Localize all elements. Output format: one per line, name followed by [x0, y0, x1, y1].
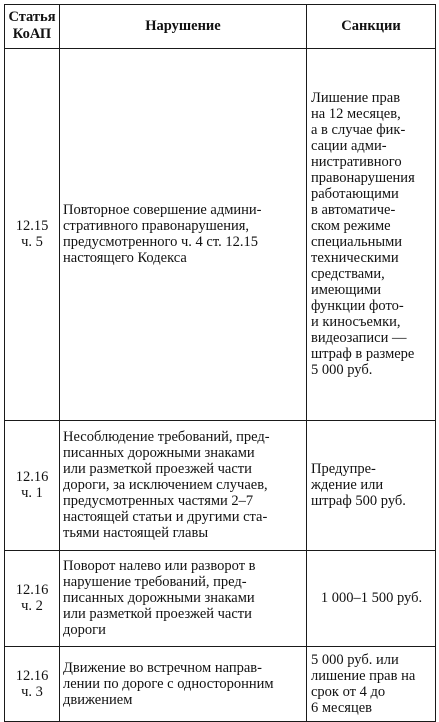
header-violation: Нарушение [60, 5, 307, 49]
violation-cell: Поворот налево или разворот в нарушение требований, пред- писанных дорожными знаками или разметкой проезжей части дороги [60, 551, 307, 647]
table-header-row [5, 5, 436, 49]
violation-cell: Несоблюдение требований, пред- писанных дорожными знаками или разметкой проезжей части дороги, за исключением случаев, предусмотренных частями 2–7 настоящей статьи и другими ста- тьями настоящей главы [60, 421, 307, 551]
article-cell: 12.15 ч. 5 [5, 49, 60, 421]
table-row [5, 49, 436, 421]
sanctions-cell: 1 000–1 500 руб. [307, 551, 436, 647]
sanctions-cell: Лишение прав на 12 месяцев, а в случае фик- сации адми- нистративного правонарушения работающими в автоматиче- ском режиме специальными техническими средствами, имеющими функции фото- и киносъемки, видеозаписи — штраф в размере 5 000 руб. [307, 49, 436, 421]
sanctions-cell: 5 000 руб. или лишение прав на срок от 4 до 6 месяцев [307, 647, 436, 722]
article-cell: 12.16 ч. 2 [5, 551, 60, 647]
violation-cell: Повторное совершение админи- стративного правонарушения, предусмотренного ч. 4 ст. 12.15 настоящего Кодекса [60, 49, 307, 421]
table-row [5, 647, 436, 722]
header-article: Статья КоАП [5, 5, 60, 49]
header-sanctions: Санкции [307, 5, 436, 49]
table-row [5, 551, 436, 647]
sanctions-cell: Предупре- ждение или штраф 500 руб. [307, 421, 436, 551]
article-cell: 12.16 ч. 1 [5, 421, 60, 551]
violation-cell: Движение во встречном направ- лении по дороге с односторонним движением [60, 647, 307, 722]
sanctions-table [4, 4, 436, 722]
table-row [5, 421, 436, 551]
article-cell: 12.16 ч. 3 [5, 647, 60, 722]
